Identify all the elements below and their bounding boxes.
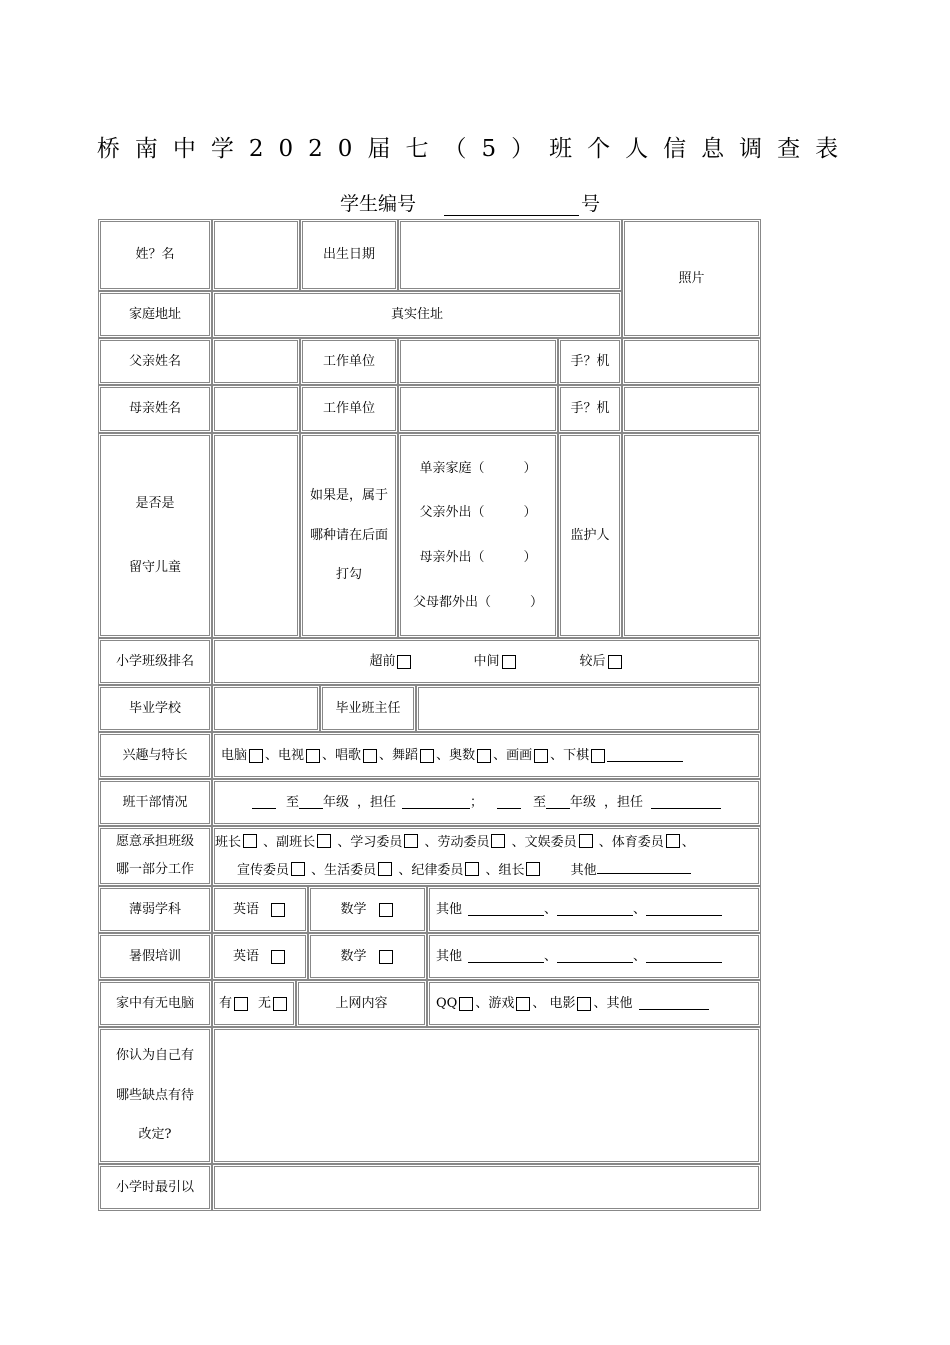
willing-label-line2: 哪一部分工作 — [115, 862, 194, 877]
father-work-field[interactable] — [398, 338, 558, 385]
weak-other-label: 其他 — [436, 901, 463, 917]
guardian-label: 监护人 — [558, 433, 622, 638]
hobby-dance-label: 、舞蹈 — [379, 747, 419, 763]
willing-sport-label: 、体育委员 — [598, 834, 664, 850]
rank-mid-checkbox[interactable] — [502, 655, 516, 669]
proud-field[interactable] — [212, 1164, 761, 1211]
photo-cell: 照片 — [622, 219, 761, 338]
left-behind-label — [98, 433, 212, 638]
hobby-computer-checkbox[interactable] — [249, 749, 263, 763]
hobby-tv-label: 、电视 — [265, 747, 305, 763]
name-field[interactable] — [212, 219, 300, 291]
cadre-grade-label-1: 年级 — [322, 794, 349, 810]
web-other-label: 、其他 — [593, 995, 633, 1011]
willing-labor-checkbox[interactable] — [491, 834, 505, 848]
shortcomings-field[interactable] — [212, 1027, 761, 1164]
cadre-to-label-2: 至 — [533, 794, 547, 810]
hobby-dance-checkbox[interactable] — [420, 749, 434, 763]
mother-mobile-field[interactable] — [622, 385, 761, 433]
weak-other-blank-2[interactable] — [557, 903, 633, 916]
cadre-to-blank-2[interactable] — [546, 796, 570, 809]
willing-group-label: 、组长 — [485, 862, 525, 878]
if-yes-line3: 打勾 — [335, 567, 362, 583]
if-yes-line2: 哪种请在后面 — [309, 527, 388, 543]
pc-yes-checkbox[interactable] — [234, 997, 248, 1011]
option-single-parent[interactable]: 单亲家庭（ ） — [419, 460, 537, 476]
if-yes-line1: 如果是，属于 — [309, 488, 388, 504]
willing-study-checkbox[interactable] — [404, 834, 418, 848]
address-label: 家庭地址 — [98, 291, 212, 338]
page-title: 桥南中学2020届七（5）班个人信息调查表 — [96, 136, 854, 162]
left-behind-field[interactable] — [212, 433, 300, 638]
willing-prop-checkbox[interactable] — [291, 862, 305, 876]
left-behind-options — [398, 433, 558, 638]
student-number-suffix: 号 — [581, 193, 601, 215]
hobby-math-checkbox[interactable] — [477, 749, 491, 763]
name-label: 姓？名 — [98, 219, 212, 291]
pc-no-checkbox[interactable] — [273, 997, 287, 1011]
rank-mid-label: 中间 — [473, 653, 500, 669]
summer-math — [308, 933, 427, 980]
summer-math-checkbox[interactable] — [379, 950, 393, 964]
cadre-from-blank-1[interactable] — [252, 796, 276, 809]
hobby-chess-label: 、下棋 — [550, 747, 590, 763]
weak-english-label: 英语 — [232, 901, 259, 917]
if-yes-label — [300, 433, 398, 638]
cadre-label: 班干部情况 — [98, 779, 212, 826]
head-teacher-field[interactable] — [416, 685, 761, 732]
summer-other-label: 其他 — [436, 948, 463, 964]
willing-disc-label: 、纪律委员 — [398, 862, 464, 878]
summer-other — [427, 933, 761, 980]
web-content-options — [427, 980, 761, 1027]
willing-life-checkbox[interactable] — [378, 862, 392, 876]
cadre-role-label-1: ，担任 — [356, 794, 396, 810]
willing-group-checkbox[interactable] — [526, 862, 540, 876]
hobby-options — [212, 732, 761, 779]
shortcomings-label — [98, 1027, 212, 1164]
cadre-to-label-1: 至 — [285, 794, 299, 810]
father-name-label: 父亲姓名 — [98, 338, 212, 385]
father-name-field[interactable] — [212, 338, 300, 385]
cadre-to-blank-1[interactable] — [299, 796, 323, 809]
summer-other-blank-1[interactable] — [468, 950, 544, 963]
willing-sport-checkbox[interactable] — [666, 834, 680, 848]
summer-english-label: 英语 — [232, 948, 259, 964]
mother-name-field[interactable] — [212, 385, 300, 433]
willing-monitor-label: 班长 — [215, 834, 242, 850]
hobby-sing-checkbox[interactable] — [363, 749, 377, 763]
willing-life-label: 、生活委员 — [311, 862, 377, 878]
weak-comma-2: 、 — [633, 901, 647, 917]
web-qq-label: QQ — [436, 995, 458, 1011]
cadre-separator: ； — [469, 794, 483, 810]
guardian-field[interactable] — [622, 433, 761, 638]
hobby-label: 兴趣与特长 — [98, 732, 212, 779]
home-computer-label: 家中有无电脑 — [98, 980, 212, 1027]
willing-labor-label: 、劳动委员 — [424, 834, 490, 850]
rank-low-checkbox[interactable] — [608, 655, 622, 669]
weak-math — [308, 886, 427, 933]
pc-no-label: 无 — [258, 995, 272, 1011]
web-qq-checkbox[interactable] — [459, 997, 473, 1011]
cadre-role-blank-1[interactable] — [402, 796, 470, 809]
hobby-draw-checkbox[interactable] — [534, 749, 548, 763]
web-game-label: 、游戏 — [475, 995, 515, 1011]
willing-study-label: 、学习委员 — [337, 834, 403, 850]
weak-math-checkbox[interactable] — [379, 903, 393, 917]
rank-label: 小学班级排名 — [98, 638, 212, 685]
summer-training-label: 暑假培训 — [98, 933, 212, 980]
hobby-other-blank[interactable] — [607, 749, 683, 762]
willing-art-checkbox[interactable] — [579, 834, 593, 848]
web-content-label: 上网内容 — [296, 980, 427, 1027]
mother-work-field[interactable] — [398, 385, 558, 433]
cadre-grade-label-2: 年级 — [570, 794, 597, 810]
rank-low-label: 较后 — [579, 653, 606, 669]
weak-math-label: 数学 — [340, 901, 367, 917]
mother-name-label: 母亲姓名 — [98, 385, 212, 433]
home-computer-options — [212, 980, 296, 1027]
shortcomings-line1: 你认为自己有 — [115, 1048, 194, 1064]
weak-other-blank-3[interactable] — [646, 903, 722, 916]
father-mobile-field[interactable] — [622, 338, 761, 385]
birth-field[interactable] — [398, 219, 622, 291]
summer-other-blank-3[interactable] — [646, 950, 722, 963]
head-teacher-label: 毕业班主任 — [320, 685, 416, 732]
shortcomings-line3: 改定? — [138, 1127, 172, 1143]
weak-other-blank-1[interactable] — [468, 903, 544, 916]
left-behind-label-line2: 留守儿童 — [128, 559, 181, 575]
willing-other-label: 其他 — [570, 862, 597, 878]
father-work-label: 工作单位 — [300, 338, 398, 385]
willing-other-blank[interactable] — [597, 861, 691, 874]
summer-english — [212, 933, 308, 980]
hobby-math-label: 、奥数 — [436, 747, 476, 763]
hobby-computer-label: 电脑 — [221, 747, 248, 763]
shortcomings-line2: 哪些缺点有待 — [115, 1087, 194, 1103]
option-father-away[interactable]: 父亲外出（ ） — [419, 505, 537, 521]
willing-vice-checkbox[interactable] — [317, 834, 331, 848]
rank-options — [212, 638, 761, 685]
birth-label: 出生日期 — [300, 219, 398, 291]
student-number-label: 学生编号 — [340, 193, 417, 215]
cadre-role-blank-2[interactable] — [651, 796, 721, 809]
willing-vice-label: 、副班长 — [263, 834, 316, 850]
rank-top-checkbox[interactable] — [397, 655, 411, 669]
weak-english — [212, 886, 308, 933]
summer-math-label: 数学 — [340, 948, 367, 964]
hobby-tv-checkbox[interactable] — [306, 749, 320, 763]
mother-mobile-label: 手？机 — [558, 385, 622, 433]
web-movie-checkbox[interactable] — [577, 997, 591, 1011]
willing-options — [212, 826, 761, 886]
hobby-sing-label: 、唱歌 — [322, 747, 362, 763]
web-game-checkbox[interactable] — [516, 997, 530, 1011]
web-other-blank[interactable] — [639, 997, 709, 1010]
summer-comma-2: 、 — [633, 948, 647, 964]
father-mobile-label: 手？机 — [558, 338, 622, 385]
hobby-chess-checkbox[interactable] — [591, 749, 605, 763]
proud-label: 小学时最引以 — [98, 1164, 212, 1211]
willing-label-line1: 愿意承担班级 — [115, 834, 194, 850]
weak-subject-label: 薄弱学科 — [98, 886, 212, 933]
pc-yes-label: 有 — [218, 995, 232, 1011]
willing-disc-checkbox[interactable] — [465, 862, 479, 876]
summer-english-checkbox[interactable] — [271, 950, 285, 964]
option-mother-away[interactable]: 母亲外出（ ） — [419, 550, 537, 565]
weak-other — [427, 886, 761, 933]
left-behind-label-line1: 是否是 — [135, 495, 175, 511]
rank-top-label: 超前 — [369, 653, 396, 669]
address-field[interactable]: 真实住址 — [212, 291, 622, 338]
willing-art-label: 、文娱委员 — [511, 834, 577, 850]
hobby-draw-label: 、画画 — [493, 747, 533, 763]
summer-comma-1: 、 — [544, 948, 558, 964]
cadre-role-label-2: ，担任 — [604, 794, 644, 810]
willing-monitor-checkbox[interactable] — [243, 834, 257, 848]
school-label: 毕业学校 — [98, 685, 212, 732]
willing-label — [98, 826, 212, 886]
mother-work-label: 工作单位 — [300, 385, 398, 433]
weak-english-checkbox[interactable] — [271, 903, 285, 917]
option-both-away[interactable]: 父母都外出（ ） — [412, 594, 543, 610]
weak-comma-1: 、 — [544, 901, 558, 917]
school-field[interactable] — [212, 685, 320, 732]
web-movie-label: 、 电影 — [532, 995, 576, 1011]
willing-prop-label: 宣传委员 — [237, 862, 290, 878]
cadre-fields — [212, 779, 761, 826]
summer-other-blank-2[interactable] — [557, 950, 633, 963]
willing-line-end: 、 — [681, 834, 695, 850]
cadre-from-blank-2[interactable] — [497, 796, 521, 809]
